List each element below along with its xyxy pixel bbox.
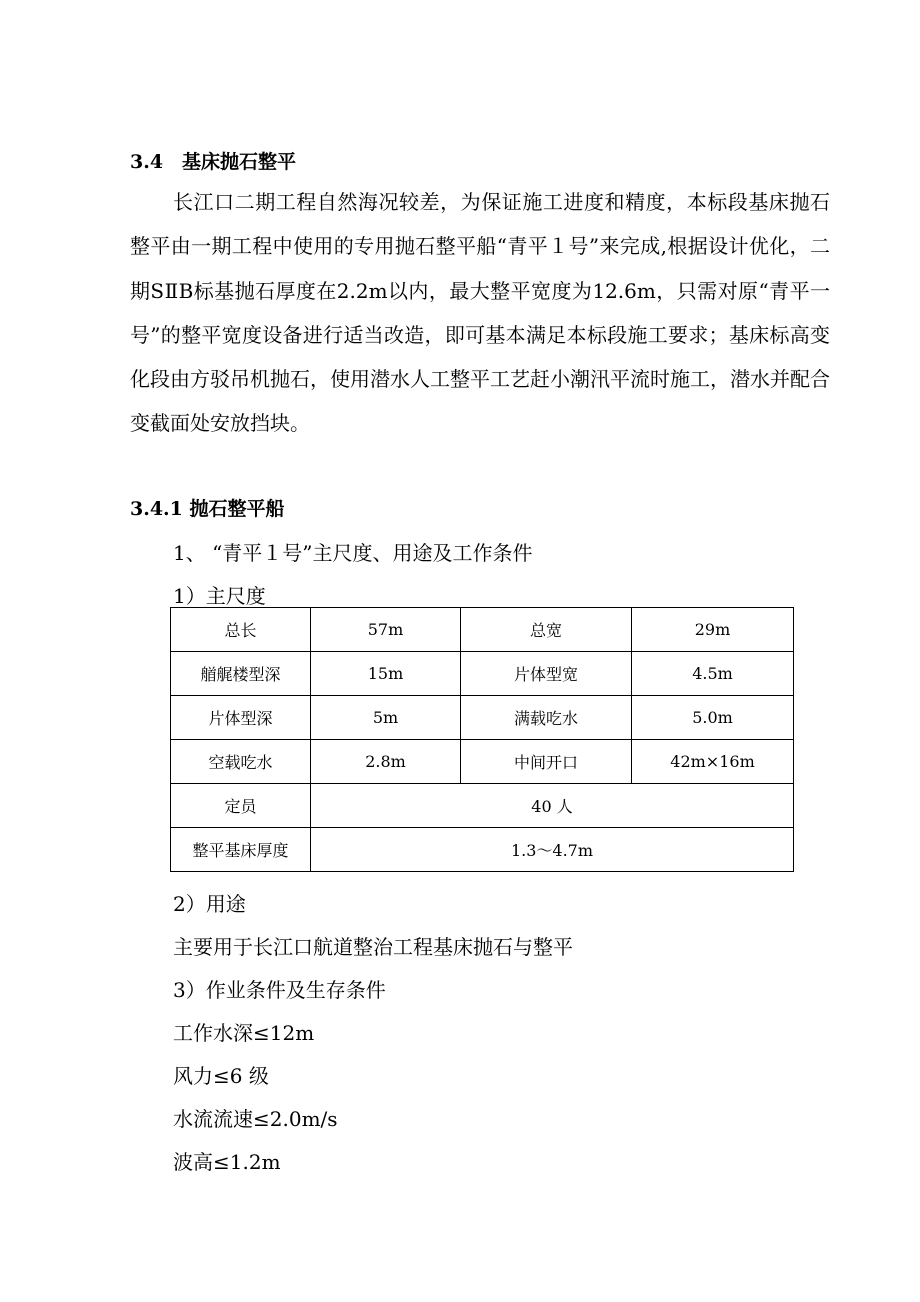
conditions-heading: 3）作业条件及生存条件	[173, 978, 386, 1002]
table-cell: 艏艉楼型深	[171, 652, 311, 696]
table-cell: 满载吃水	[461, 696, 632, 740]
intro-paragraph: 长江口二期工程自然海况较差，为保证施工进度和精度，本标段基床抛石整平由一期工程中使用的专用抛石整平船“青平１号”来完成,根据设计优化，二期SⅡB标基抛石厚度在2.2m以内，最大整平宽度为12.6m，只需对原“青平一号”的整平宽度设备进行适当改造，即可基本满足本标段施工要求；基床标高变化段由方驳吊机抛石，使用潜水人工整平工艺赶小潮汛平流时施工，潜水并配合变截面处安放挡块。	[130, 190, 830, 436]
table-cell: 42m×16m	[632, 740, 794, 784]
condition-item: 水流流速≤2.0m/s	[173, 1107, 338, 1131]
condition-item: 波高≤1.2m	[173, 1150, 281, 1174]
table-cell: 总长	[171, 608, 311, 652]
table-cell: 1.3～4.7m	[311, 828, 794, 872]
condition-item: 风力≤6 级	[173, 1064, 269, 1088]
usage-heading: 2）用途	[173, 892, 246, 916]
table-cell: 总宽	[461, 608, 632, 652]
table-cell: 空载吃水	[171, 740, 311, 784]
usage-text: 主要用于长江口航道整治工程基床抛石与整平	[173, 935, 573, 959]
table-row	[171, 696, 794, 740]
table-cell: 片体型深	[171, 696, 311, 740]
condition-item: 工作水深≤12m	[173, 1021, 315, 1045]
dimensions-heading: 1）主尺度	[173, 584, 266, 608]
table-row	[171, 740, 794, 784]
table-row	[171, 652, 794, 696]
table-cell: 定员	[171, 784, 311, 828]
table-cell: 29m	[632, 608, 794, 652]
table-cell: 2.8m	[311, 740, 461, 784]
table-cell: 5.0m	[632, 696, 794, 740]
table-cell: 整平基床厚度	[171, 828, 311, 872]
subsection-title: 3.4.1 抛石整平船	[130, 498, 285, 520]
item-1-heading: 1、 “青平１号”主尺度、用途及工作条件	[173, 541, 533, 565]
table-row	[171, 828, 794, 872]
table-row	[171, 608, 794, 652]
table-cell: 5m	[311, 696, 461, 740]
table-cell: 15m	[311, 652, 461, 696]
table-row	[171, 784, 794, 828]
dimensions-table	[170, 607, 794, 872]
table-cell: 中间开口	[461, 740, 632, 784]
table-cell: 57m	[311, 608, 461, 652]
section-title: 3.4 基床抛石整平	[130, 151, 297, 173]
table-cell: 片体型宽	[461, 652, 632, 696]
table-cell: 4.5m	[632, 652, 794, 696]
table-cell: 40 人	[311, 784, 794, 828]
